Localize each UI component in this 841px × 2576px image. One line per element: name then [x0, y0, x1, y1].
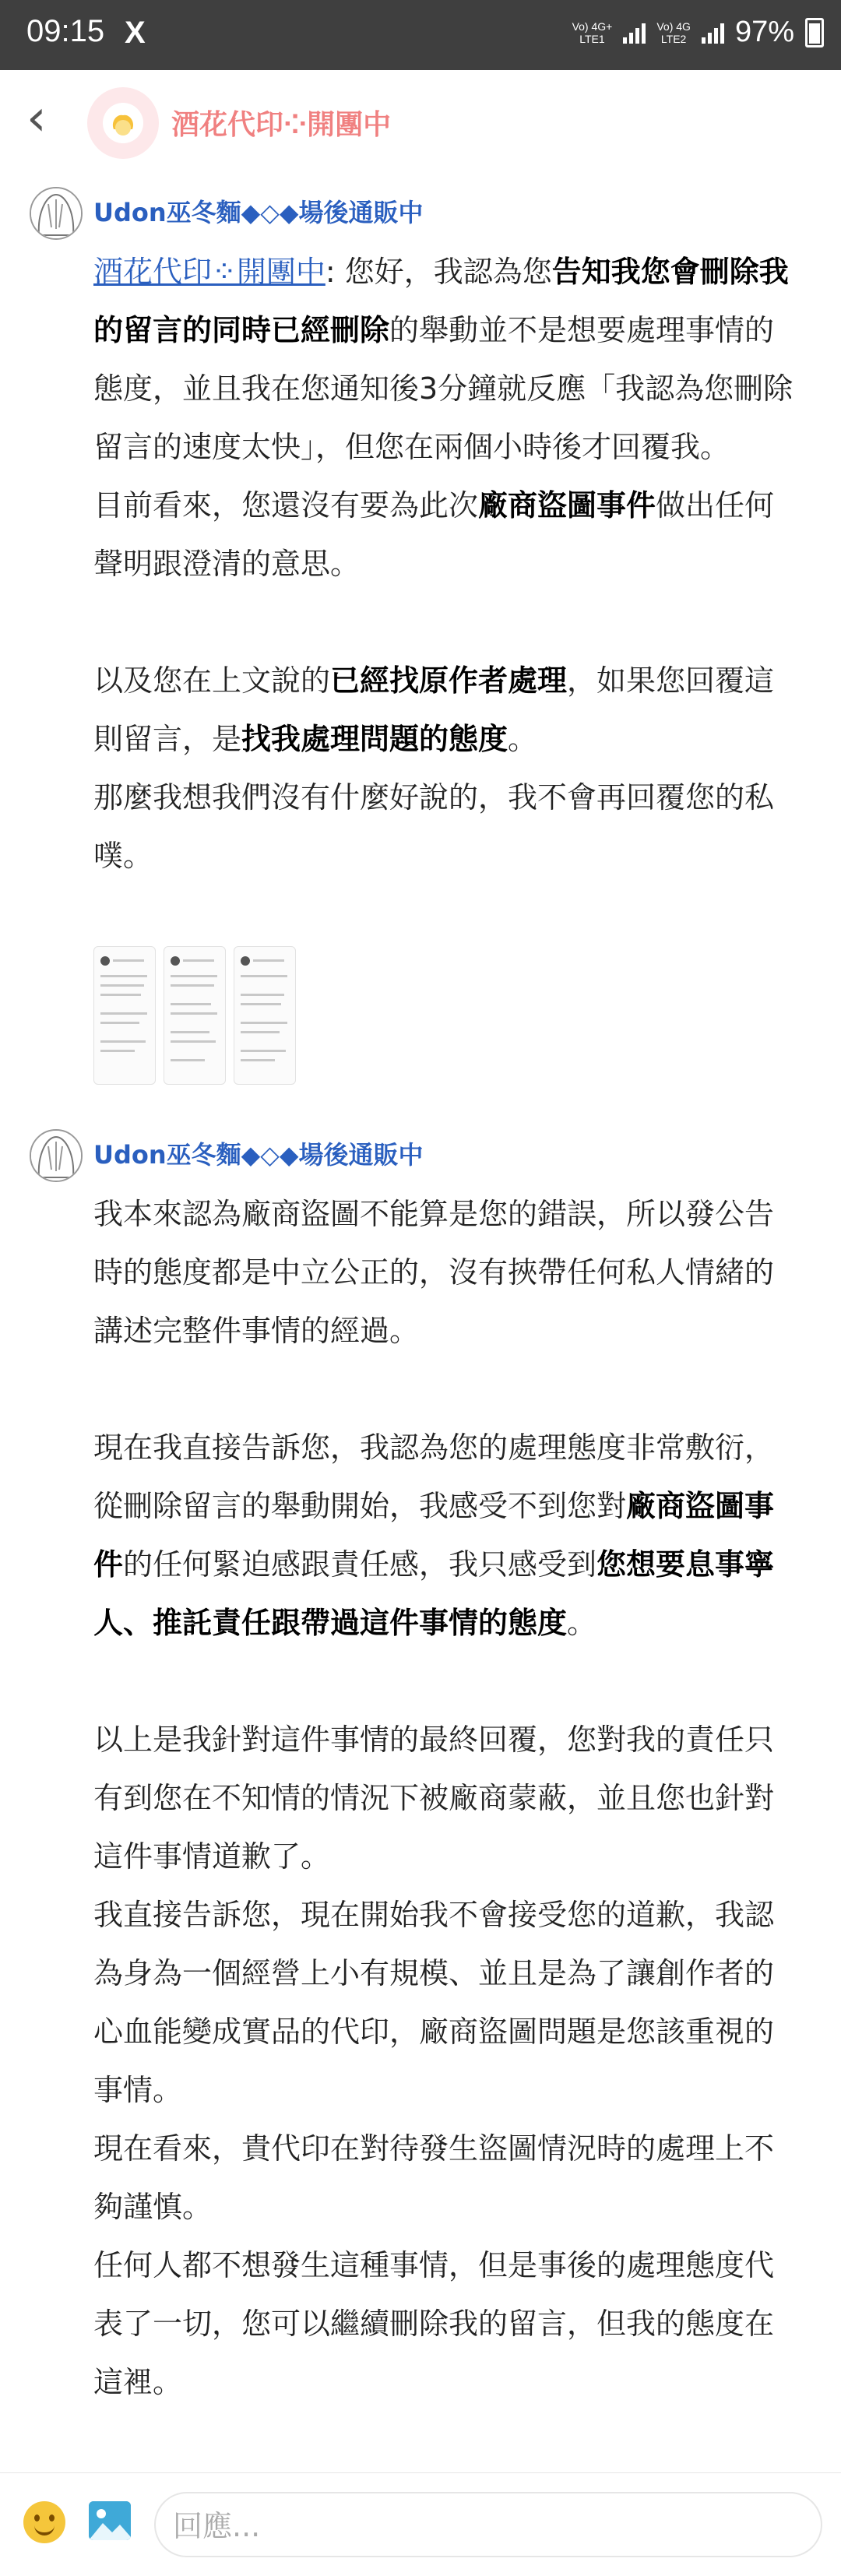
text: 現在看來，貴代印在對待發生盜圖情況時的處理上不夠謹慎。 [93, 2131, 775, 2224]
image-thumbnail[interactable] [93, 946, 156, 1085]
signal-bars-icon [702, 22, 724, 44]
image-upload-icon[interactable] [89, 2501, 131, 2540]
network-lte2-label: Vo) 4G LTE2 [656, 19, 691, 45]
comment-body [93, 1185, 794, 2412]
text: 以及您在上文說的 [93, 663, 331, 698]
image-thumbnail[interactable] [164, 946, 226, 1085]
network-lte1-label: Vo) 4G+ LTE1 [572, 19, 613, 45]
status-time: 09:15 [26, 14, 105, 48]
avatar-illustration-icon [31, 188, 81, 238]
status-indicators [572, 16, 824, 49]
text: ，如果您回覆這則留言，是 [93, 663, 775, 756]
back-arrow-icon[interactable]: ‹ [26, 90, 47, 147]
status-bar [0, 0, 841, 70]
text: 目前看來，您還沒有要為此次 [93, 488, 479, 523]
text: 的任何緊迫感跟責任感，我只感受到 [123, 1547, 597, 1582]
text: 那麼我想我們沒有什麼好說的，我不會再回覆您的私噗。 [93, 780, 775, 873]
bold-text: 已經找原作者處理 [330, 663, 568, 698]
text: 做出任何聲明跟澄清的意思。 [93, 488, 775, 581]
text: 任何人都不想發生這種事情，但是事後的處理態度代表了一切，您可以繼續刪除我的留言，但我的態度在這裡。 [93, 2248, 775, 2399]
text: 。 [567, 1606, 597, 1640]
page-title[interactable]: 酒花代印⁘開團中 [171, 109, 392, 141]
text: 現在我直接告訴您，我認為您的處理態度非常敷衍，從刪除留言的舉動開始，我感受不到您對 [93, 1431, 775, 1523]
battery-icon [805, 18, 824, 48]
battery-percent: 97% [734, 16, 794, 48]
bold-text: 廠商盜圖事件 [93, 1489, 775, 1582]
text: 的舉動並不是想要處理事情的態度，並且我在您通知後3分鐘就反應「我認為您刪除留言的速度太快」，但您在兩個小時後才回覆我。 [93, 313, 793, 464]
bold-text: 您想要息事寧人、推託責任跟帶過這件事情的態度 [93, 1547, 775, 1640]
comment-author[interactable]: Udon巫冬麵◆◇◆場後通販中 [93, 198, 424, 227]
attached-images [93, 946, 296, 1085]
commenter-avatar[interactable] [30, 1129, 83, 1182]
reply-input[interactable]: 回應... [154, 2492, 822, 2557]
signal-bars-icon [623, 22, 646, 44]
emoji-icon[interactable] [23, 2501, 65, 2543]
text: 我直接告訴您，現在開始我不會接受您的道歉，我認為身為一個經營上小有規模、並且是為了讓創作者的心血能變成實品的代印，廠商盜圖問題是您該重視的事情。 [93, 1898, 775, 2107]
header-avatar[interactable] [87, 87, 159, 159]
reply-composer [0, 2472, 841, 2576]
text: 。 [508, 722, 538, 756]
text: 我本來認為廠商盜圖不能算是您的錯誤，所以發公告時的態度都是中立公正的，沒有挾帶任何私人情緒的講述完整件事情的經過。 [93, 1197, 775, 1348]
bold-text: 廠商盜圖事件 [478, 488, 656, 523]
bold-text: 找我處理問題的態度 [241, 722, 508, 756]
bold-text: 告知我您會刪除我的留言的同時已經刪除 [93, 255, 789, 347]
mention-link[interactable]: 酒花代印⁘開團中 [93, 255, 325, 289]
text: 以上是我針對這件事情的最終回覆，您對我的責任只有到您在不知情的情況下被廠商蒙蔽，並且您也針對這件事情道歉了。 [93, 1723, 775, 1874]
comment-author[interactable]: Udon巫冬麵◆◇◆場後通販中 [93, 1140, 424, 1170]
image-thumbnail[interactable] [234, 946, 296, 1085]
thread-header [0, 70, 841, 171]
hop-logo-icon [100, 100, 146, 146]
x-app-icon: X [125, 16, 146, 50]
comment-body [93, 243, 794, 885]
text: : 您好，我認為您 [325, 255, 552, 289]
commenter-avatar[interactable] [30, 187, 83, 240]
avatar-illustration-icon [31, 1131, 81, 1181]
